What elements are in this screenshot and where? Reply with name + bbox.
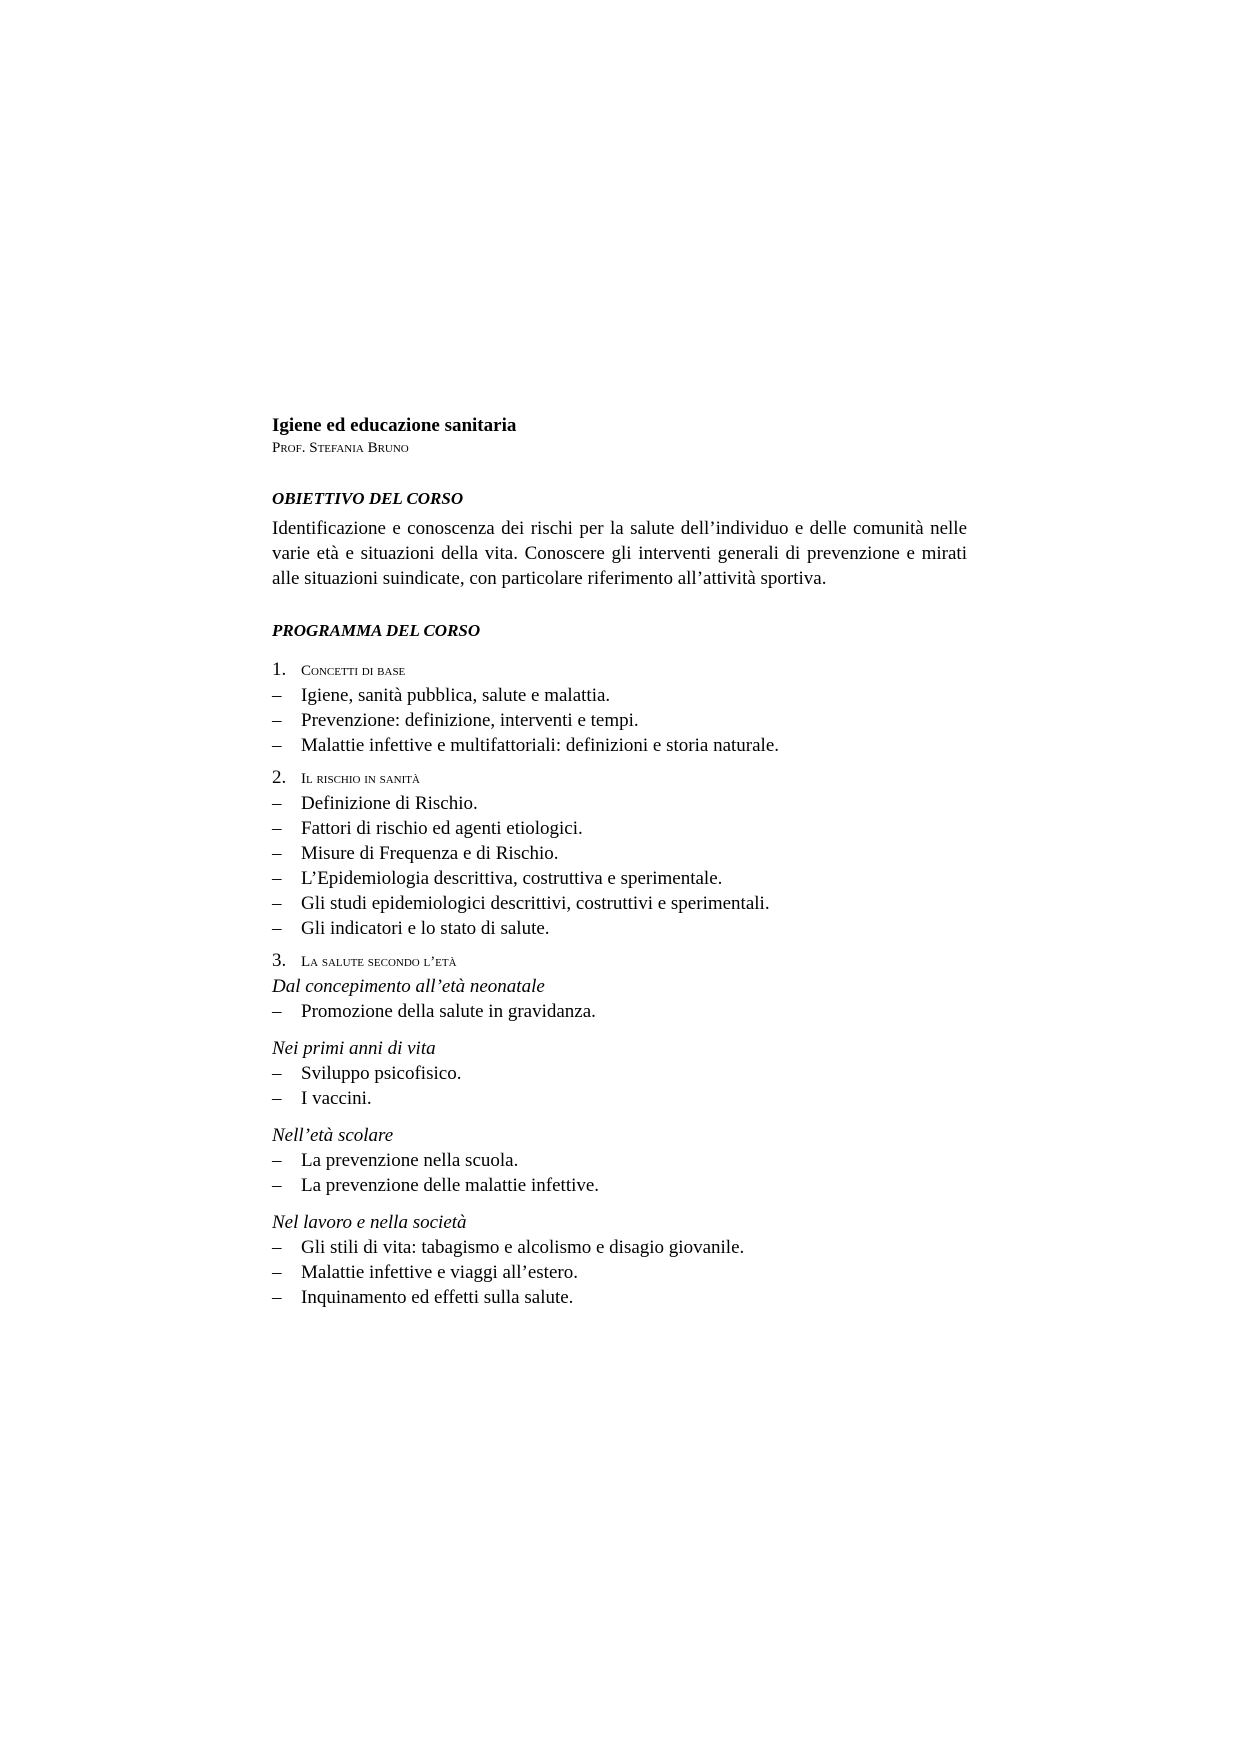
program-heading: PROGRAMMA DEL CORSO: [272, 621, 481, 640]
dash-bullet: –: [272, 818, 282, 839]
subsection-item-list: [272, 1235, 967, 1310]
subsection-item-list: [272, 1148, 967, 1198]
topic-item-list: [272, 791, 967, 941]
list-item: [272, 683, 967, 708]
topic-section: [272, 766, 967, 941]
topic-heading: [272, 766, 967, 791]
subsection-item-list: [272, 1061, 967, 1111]
list-item-text: Prevenzione: definizione, interventi e tempi.: [301, 710, 639, 731]
list-item-text: Malattie infettive e viaggi all’estero.: [301, 1262, 578, 1283]
dash-bullet: –: [272, 710, 282, 731]
dash-bullet: –: [272, 793, 282, 814]
list-item: [272, 733, 967, 758]
list-item: [272, 1061, 967, 1086]
list-item: [272, 1260, 967, 1285]
dash-bullet: –: [272, 685, 282, 706]
dash-bullet: –: [272, 1150, 282, 1171]
topic-title: La salute secondo l’età: [301, 954, 457, 970]
topic-heading: [272, 949, 967, 974]
list-item-text: Gli studi epidemiologici descrittivi, costruttivi e sperimentali.: [301, 893, 770, 914]
list-item: [272, 841, 967, 866]
objectives-heading: OBIETTIVO DEL CORSO: [272, 489, 464, 508]
dash-bullet: –: [272, 1063, 282, 1084]
course-title: Igiene ed educazione sanitaria: [272, 415, 517, 436]
subsection-heading: Nei primi anni di vita: [272, 1038, 436, 1059]
dash-bullet: –: [272, 1237, 282, 1258]
topic-title: Concetti di base: [301, 663, 406, 679]
dash-bullet: –: [272, 918, 282, 939]
list-item-text: Promozione della salute in gravidanza.: [301, 1001, 596, 1022]
list-item-text: Sviluppo psicofisico.: [301, 1063, 462, 1084]
dash-bullet: –: [272, 868, 282, 889]
list-item: [272, 816, 967, 841]
list-item-text: Definizione di Rischio.: [301, 793, 478, 814]
topic-number: 2.: [272, 767, 287, 788]
subsection-item-list: [272, 999, 967, 1024]
topic-section: [272, 658, 967, 758]
list-item: [272, 1086, 967, 1111]
topic-section: [272, 949, 967, 1310]
dash-bullet: –: [272, 735, 282, 756]
dash-bullet: –: [272, 1262, 282, 1283]
list-item-text: La prevenzione delle malattie infettive.: [301, 1175, 600, 1196]
topic-number: 3.: [272, 950, 287, 971]
list-item: [272, 1285, 967, 1310]
topic-item-list: [272, 683, 967, 758]
list-item-text: Inquinamento ed effetti sulla salute.: [301, 1287, 574, 1308]
list-item: [272, 1148, 967, 1173]
topic-heading: [272, 658, 967, 683]
dash-bullet: –: [272, 1287, 282, 1308]
list-item-text: I vaccini.: [301, 1088, 372, 1109]
professor-name: Prof. Stefania Bruno: [272, 440, 409, 456]
list-item: [272, 999, 967, 1024]
objectives-text: Identificazione e conoscenza dei rischi per la salute dell’individuo e delle comunità nelle varie età e situazioni della vita. Conoscere gli interventi generali di prevenzione e mirati alle situazioni suindicate, con particolare riferimento all’attività sportiva.: [272, 518, 967, 589]
list-item-text: Gli indicatori e lo stato di salute.: [301, 918, 550, 939]
list-item-text: Igiene, sanità pubblica, salute e malattia.: [301, 685, 611, 706]
list-item: [272, 1235, 967, 1260]
list-item: [272, 791, 967, 816]
list-item: [272, 708, 967, 733]
subsection-heading: Nel lavoro e nella società: [272, 1212, 467, 1233]
list-item-text: Misure di Frequenza e di Rischio.: [301, 843, 559, 864]
list-item: [272, 916, 967, 941]
dash-bullet: –: [272, 1088, 282, 1109]
list-item: [272, 866, 967, 891]
topic-title: Il rischio in sanità: [301, 771, 420, 787]
list-item: [272, 891, 967, 916]
dash-bullet: –: [272, 843, 282, 864]
list-item-text: La prevenzione nella scuola.: [301, 1150, 519, 1171]
list-item: [272, 1173, 967, 1198]
list-item-text: L’Epidemiologia descrittiva, costruttiva e sperimentale.: [301, 868, 723, 889]
list-item-text: Gli stili di vita: tabagismo e alcolismo e disagio giovanile.: [301, 1237, 745, 1258]
topic-number: 1.: [272, 659, 287, 680]
subsection-heading: Nell’età scolare: [272, 1125, 394, 1146]
list-item-text: Fattori di rischio ed agenti etiologici.: [301, 818, 583, 839]
list-item-text: Malattie infettive e multifattoriali: definizioni e storia naturale.: [301, 735, 779, 756]
subsection-heading: Dal concepimento all’età neonatale: [272, 976, 545, 997]
dash-bullet: –: [272, 1001, 282, 1022]
dash-bullet: –: [272, 1175, 282, 1196]
dash-bullet: –: [272, 893, 282, 914]
document-page: [272, 414, 967, 1310]
